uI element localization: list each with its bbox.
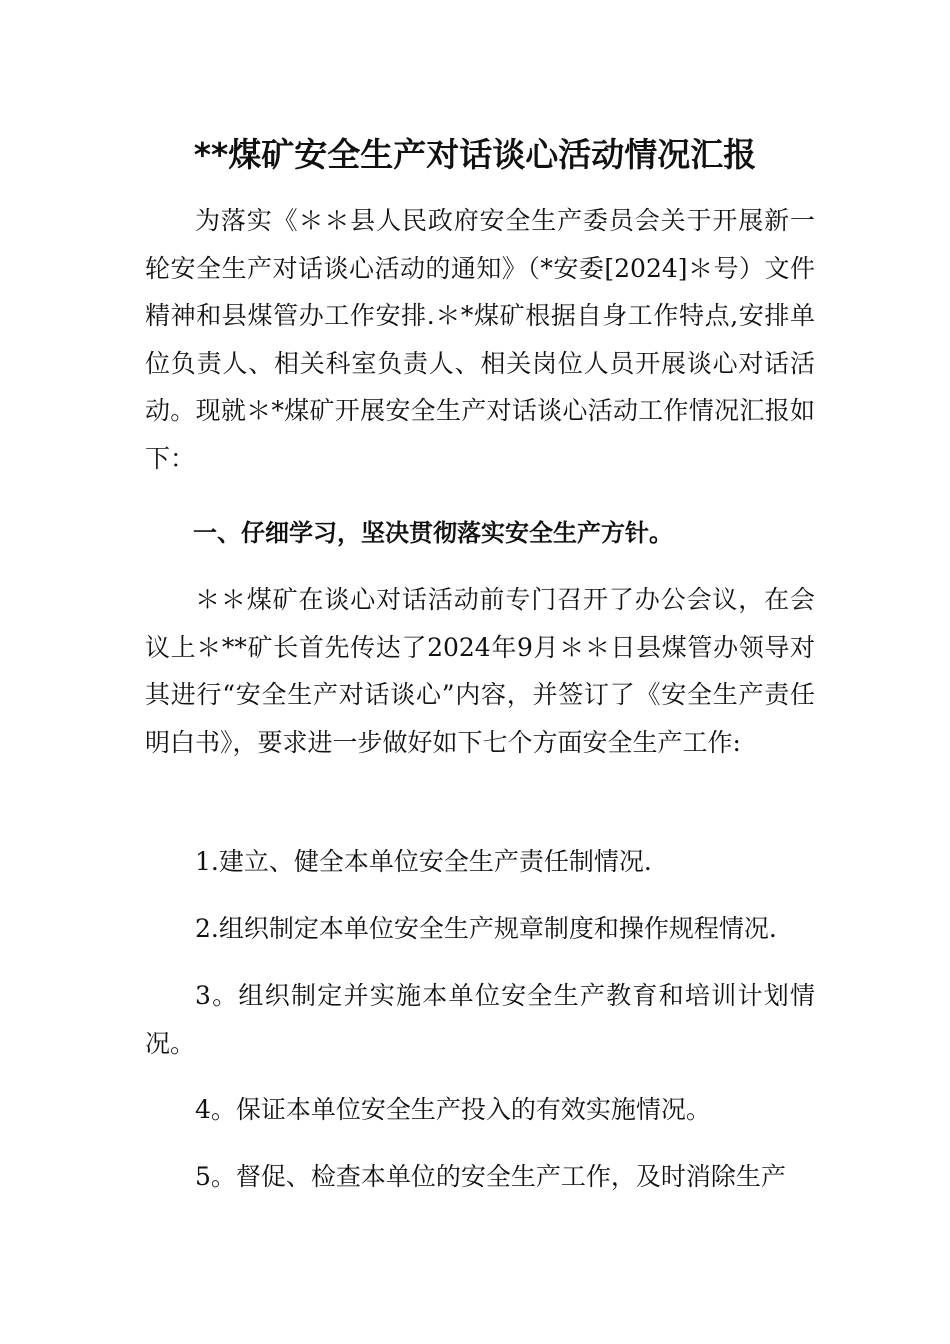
document-title: **煤矿安全生产对话谈心活动情况汇报: [193, 135, 757, 174]
list-item-1: 1.建立、健全本单位安全生产责任制情况.: [195, 847, 652, 876]
section-1-paragraph: ＊＊煤矿在谈心对话活动前专门召开了办公会议，在会议上＊**矿长首先传达了2024年9月＊＊日县煤管办领导对其进行“安全生产对话谈心”内容，并签订了《安全生产责任明白书》，要求进一步做好如下七个方面安全生产工作:: [145, 585, 815, 757]
list-item-5: 5。督促、检查本单位的安全生产工作，及时消除生产: [195, 1162, 786, 1191]
intro-paragraph: 为落实《＊＊县人民政府安全生产委员会关于开展新一轮安全生产对话谈心活动的通知》（*安委[2024]＊号）文件精神和县煤管办工作安排.＊*煤矿根据自身工作特点,安排单位负责人、相关科室负责人、相关岗位人员开展谈心对话活动。现就＊*煤矿开展安全生产对话谈心活动工作情况汇报如下：: [145, 206, 815, 473]
list-item-2: 2.组织制定本单位安全生产规章制度和操作规程情况.: [195, 914, 777, 943]
list-item-4: 4。保证本单位安全生产投入的有效实施情况。: [195, 1095, 711, 1124]
list-item-3: 3。组织制定并实施本单位安全生产教育和培训计划情况。: [145, 981, 815, 1058]
section-heading-1: 一、仔细学习，坚决贯彻落实安全生产方针。: [193, 519, 673, 547]
